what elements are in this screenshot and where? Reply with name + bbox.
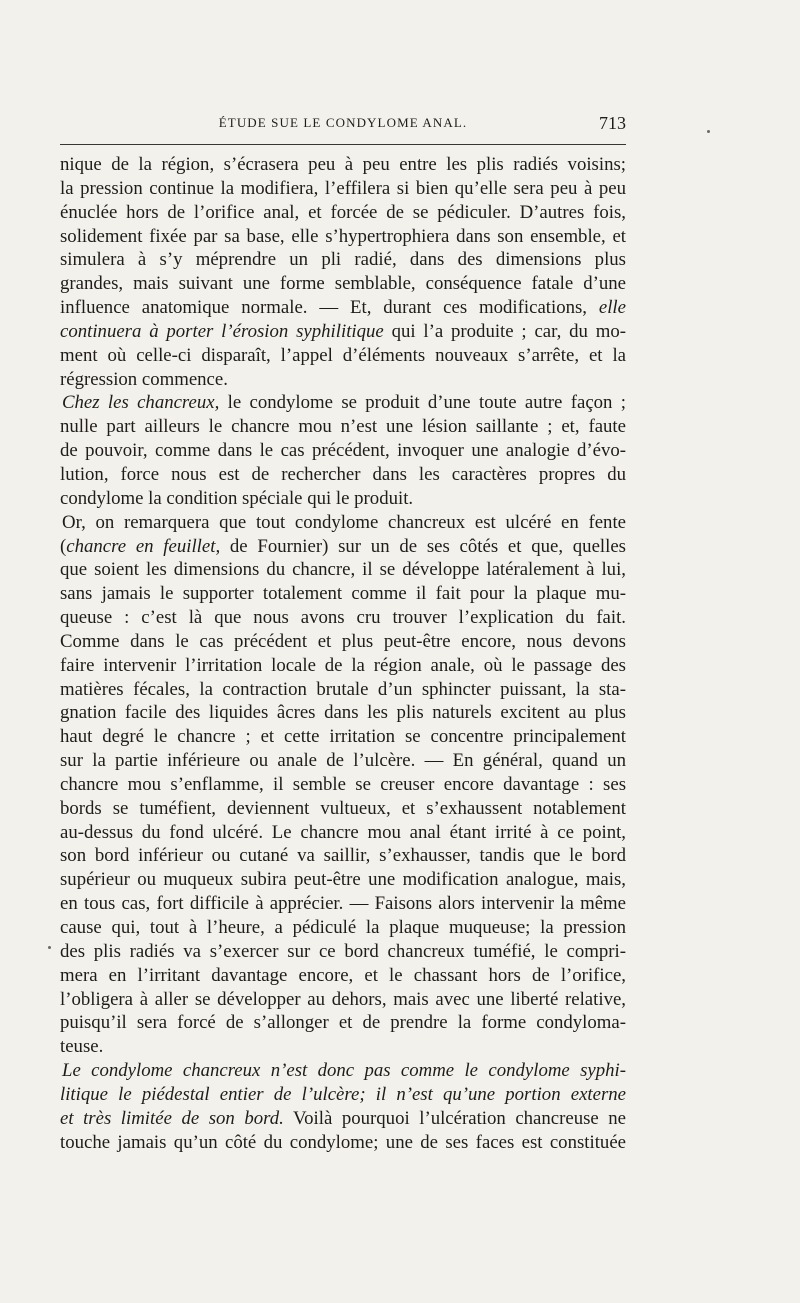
text-segment: nulle part ailleurs le chancre mou n’est une lésion saillante ; et, faute [60,416,626,438]
text-line [60,511,626,535]
text-segment: gnation facile des liquides âcres dans les plis naturels excitent au plus [60,702,626,724]
text-line [60,701,626,725]
italic-text-segment: litique le piédestal entier de l’ulcère; il n’est qu’une portion externe [60,1083,626,1105]
text-segment: en tous cas, fort difficile à apprécier. — Faisons alors intervenir la même [60,893,626,915]
italic-text-segment: Le condylome chancreux n’est donc pas comme le condylome syphi- [62,1060,626,1082]
text-segment: que soient les dimensions du chancre, il se développe latéralement à lui, [60,559,626,581]
text-segment: condylome la condition spéciale qui le produit. [60,487,414,509]
text-line [60,368,626,392]
italic-text-segment: chancre en feuillet, [66,535,221,557]
text-line [60,916,626,940]
text-segment: faire intervenir l’irritation locale de la région anale, où le passage des [60,654,626,676]
text-line [60,1035,626,1059]
text-line [60,558,626,582]
text-line [60,844,626,868]
text-line [60,749,626,773]
text-segment: de pouvoir, comme dans le cas précédent, invoquer une analogie d’évo- [60,440,626,462]
text-line [60,773,626,797]
text-segment: l’obligera à aller se développer au dehors, mais avec une liberté relative, [60,988,626,1010]
text-segment: simulera à s’y méprendre un pli radié, dans des dimensions plus [60,249,626,271]
text-segment: puisqu’il sera forcé de s’allonger et de prendre la forme condyloma- [60,1012,626,1034]
text-line [60,964,626,988]
text-line [60,225,626,249]
running-title: ÉTUDE SUE LE CONDYLOME ANAL. [218,115,468,130]
text-line [60,1107,626,1131]
text-segment: queuse : c’est là que nous avons cru trouver l’explication du fait. [60,607,626,629]
text-segment: bords se tuméfient, deviennent vultueux, et s’exhaussent notablement [60,797,626,819]
text-line [60,678,626,702]
text-line [60,153,626,177]
text-line [60,725,626,749]
text-line [60,988,626,1012]
text-segment: chancre mou s’enflamme, il semble se creuser encore davantage : ses [60,773,626,795]
text-segment: solidement fixée par sa base, elle s’hypertrophiera dans son ensemble, et [60,225,626,247]
running-head [60,112,626,134]
text-line [60,630,626,654]
text-segment: matières fécales, la contraction brutale d’un sphincter puissant, la sta- [60,678,626,700]
text-segment: qui l’a produite ; car, du mo- [383,320,627,342]
text-segment: son bord inférieur ou cutané va saillir, s’exhausser, tandis que le bord [60,845,626,867]
page-number: 713 [599,113,626,133]
text-line [60,1059,626,1083]
text-line [60,892,626,916]
text-line [60,344,626,368]
text-segment: sur la partie inférieure ou anale de l’ulcère. — En général, quand un [60,750,626,772]
text-segment: la pression continue la modifiera, l’effilera si bien qu’elle sera peu à peu [60,177,626,199]
text-line [60,535,626,559]
text-segment: lution, force nous est de rechercher dans les caractères propres du [60,463,626,485]
text-segment: au-dessus du fond ulcéré. Le chancre mou anal étant irrité à ce point, [60,821,626,843]
text-segment: touche jamais qu’un côté du condylome; une de ses faces est constituée [60,1131,626,1153]
text-line [60,487,626,511]
text-line [60,797,626,821]
text-segment: grandes, mais suivant une forme semblable, conséquence fatale d’une [60,273,626,295]
text-segment: supérieur ou muqueux subira peut-être une modification analogue, mais, [60,869,626,891]
text-segment: énuclée hors de l’orifice anal, et forcée de se pédiculer. D’autres fois, [60,201,626,223]
text-line [60,439,626,463]
italic-text-segment: et très limitée de son bord. [60,1107,284,1129]
text-segment: ment où celle-ci disparaît, l’appel d’éléments nouveaux s’arrête, et la [60,344,626,366]
italic-text-segment: Chez les chancreux, [62,392,220,414]
italic-text-segment: elle [587,297,626,319]
text-line [60,296,626,320]
paper-speck [707,130,710,133]
italic-text-segment: continuera à porter l’érosion syphilitique [60,320,384,342]
text-segment: ( [60,535,67,557]
text-line [60,1011,626,1035]
text-line [60,582,626,606]
text-line [60,606,626,630]
text-segment: Comme dans le cas précédent et plus peut-être encore, nous devons [60,630,626,652]
body-text [60,153,626,1154]
text-segment: régression commence. [60,368,228,390]
text-segment: le condylome se produit d’une toute autre façon ; [219,392,626,414]
text-segment: influence anatomique normale. — Et, durant ces modifications, [60,297,587,319]
text-line [60,1131,626,1155]
text-segment: cause qui, tout à l’heure, a pédiculé la plaque muqueuse; la pression [60,917,626,938]
text-line [60,320,626,344]
text-line [60,463,626,487]
text-line [60,248,626,272]
text-segment: haut degré le chancre ; et cette irritation se concentre principalement [60,726,626,748]
text-segment: mera en l’irritant davantage encore, et le chassant hors de l’orifice, [60,964,626,986]
text-line [60,415,626,439]
text-line [60,177,626,201]
text-line [60,391,626,415]
text-segment: de Fournier) sur un de ses côtés et que, quelles [220,535,626,557]
text-line [60,201,626,225]
paper-speck [48,946,51,949]
text-line [60,654,626,678]
text-line [60,821,626,845]
text-line [60,1083,626,1107]
text-segment: sans jamais le supporter totalement comme il fait pour la plaque mu- [60,583,626,605]
text-line [60,868,626,892]
header-rule [60,144,626,145]
text-segment: nique de la région, s’écrasera peu à peu entre les plis radiés voisins; [60,154,626,175]
text-segment: Voilà pourquoi l’ulcération chancreuse ne [283,1107,626,1129]
text-line [60,940,626,964]
text-segment: des plis radiés va s’exercer sur ce bord chancreux tuméfié, le compri- [60,940,626,962]
text-segment: Or, on remarquera que tout condylome chancreux est ulcéré en fente [62,511,626,533]
text-line [60,272,626,296]
text-segment: teuse. [60,1036,104,1058]
